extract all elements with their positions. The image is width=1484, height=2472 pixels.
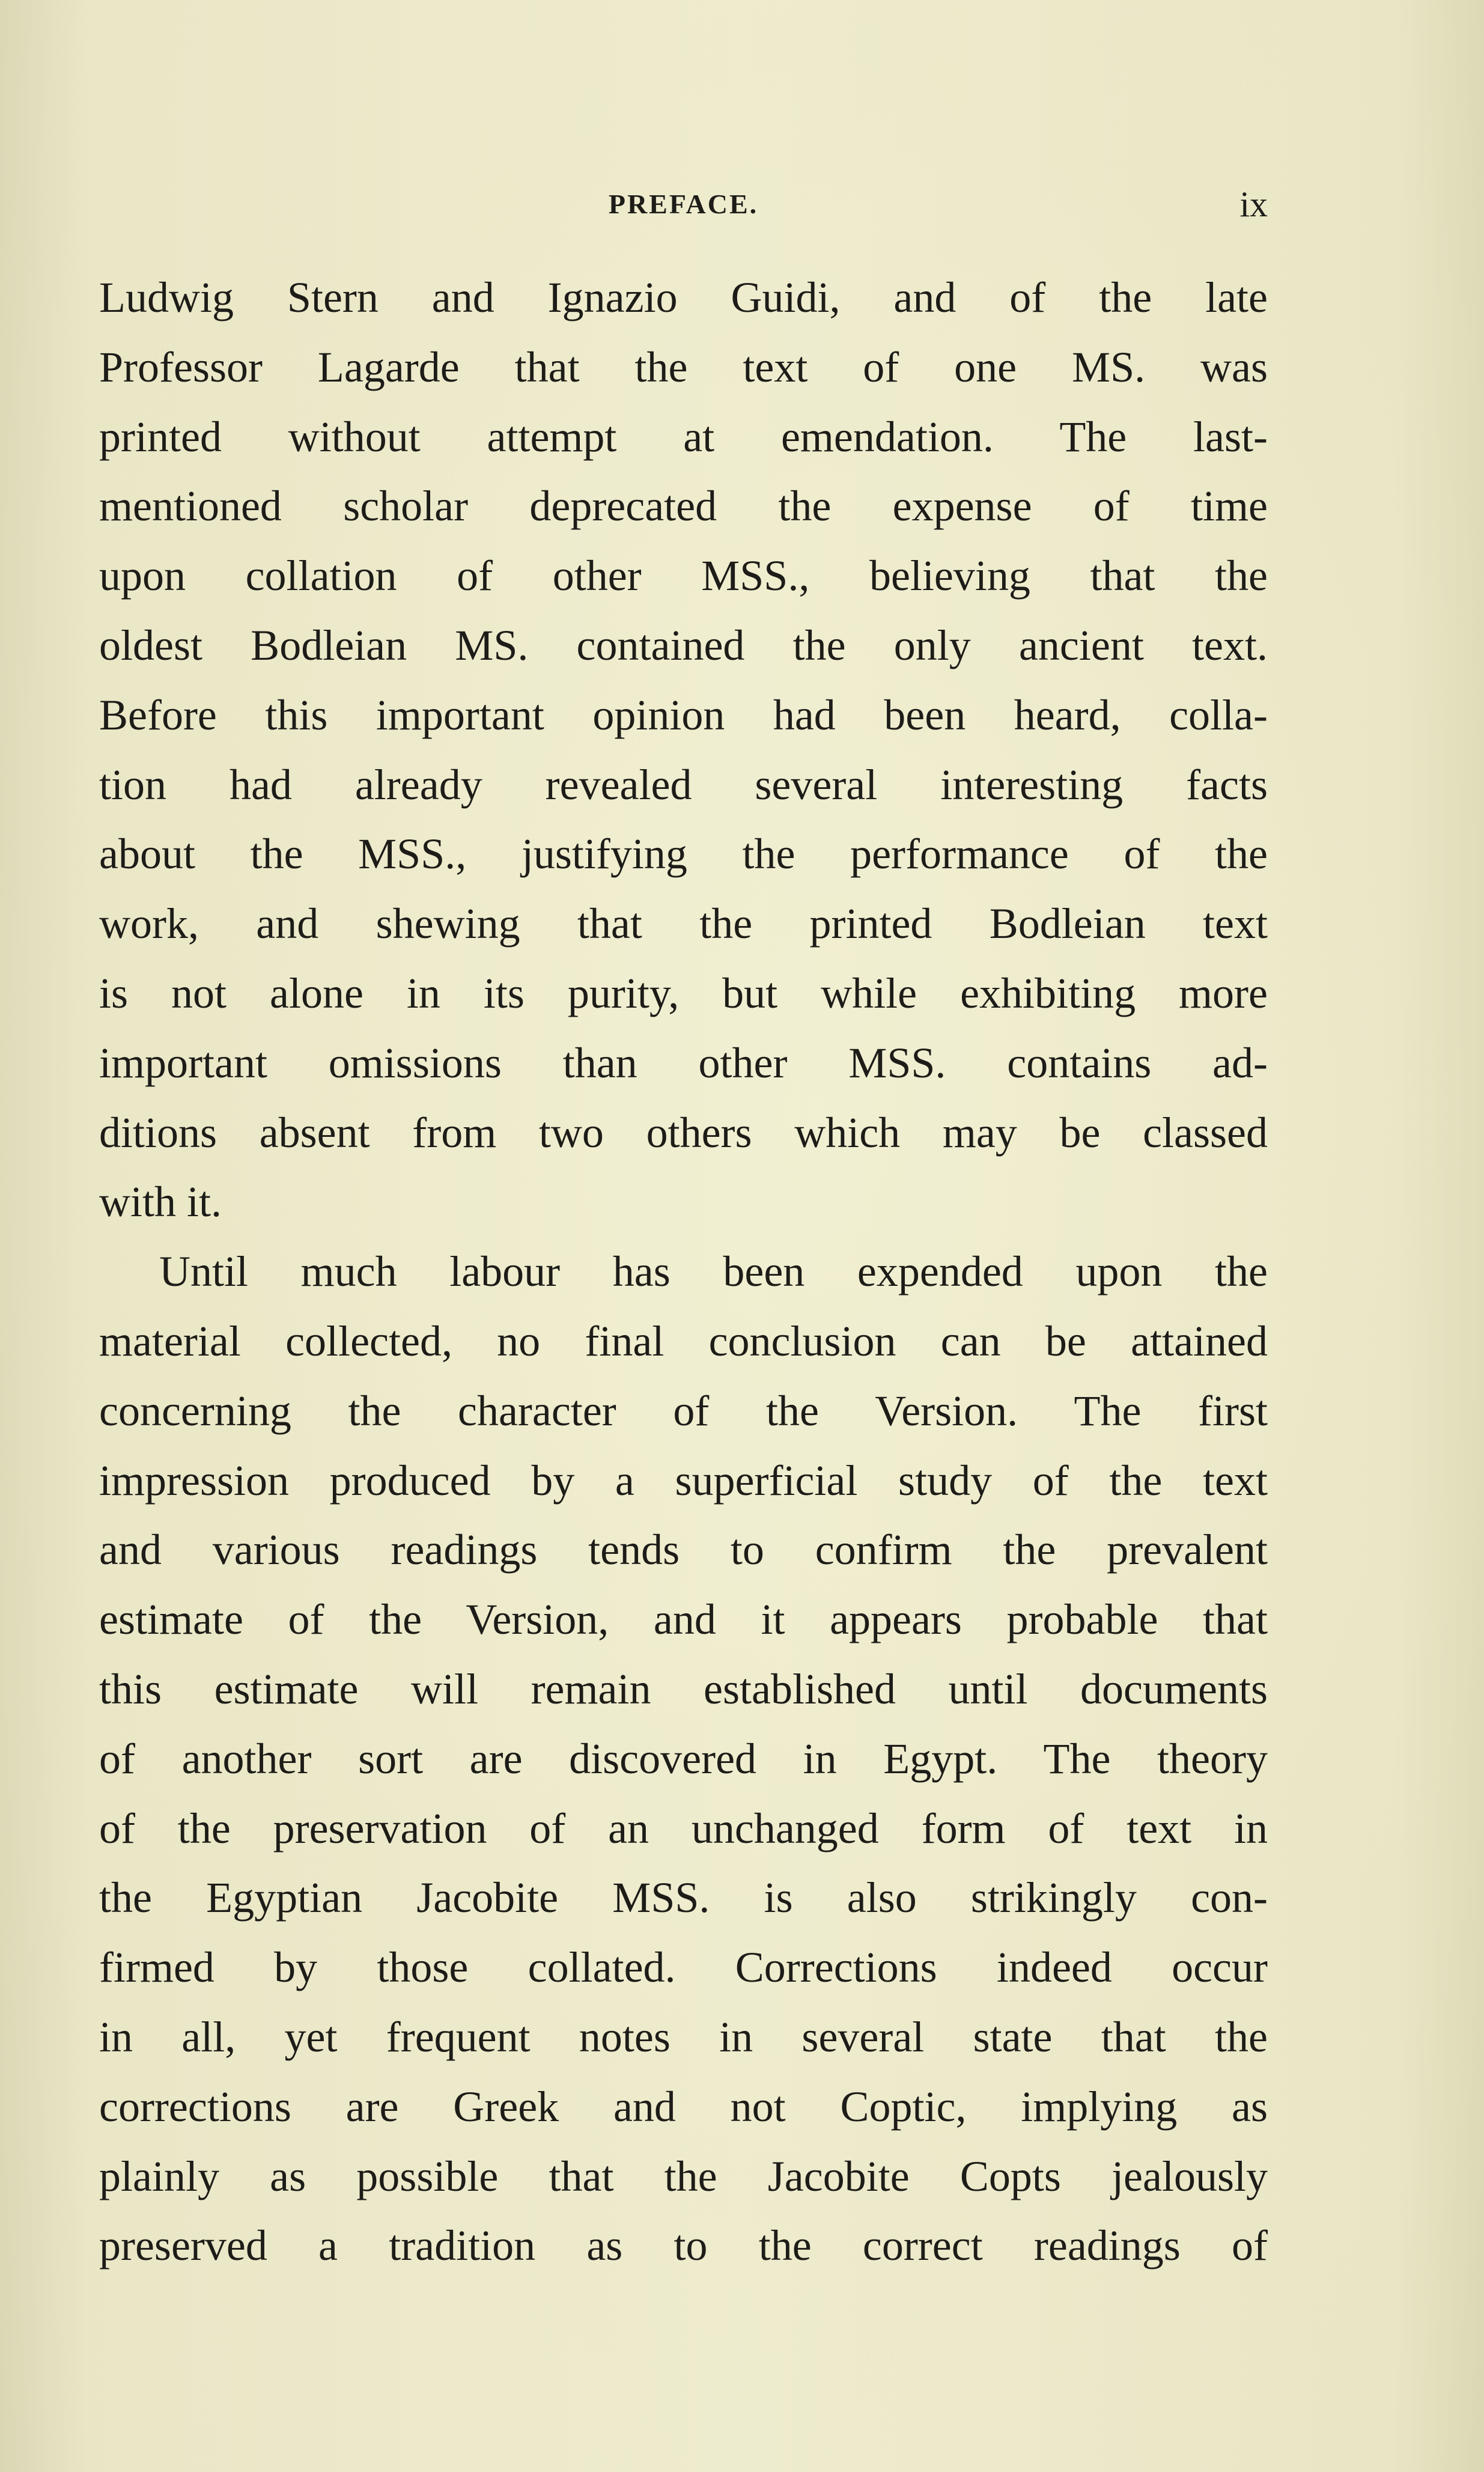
text-line: ditions absent from two others which may be classed [99, 1108, 1268, 1157]
text-line: concerning the character of the Version. The first [99, 1386, 1268, 1435]
text-line: tion had already revealed several interesting facts [99, 760, 1268, 809]
text-line: this estimate will remain established until documents [99, 1664, 1268, 1713]
running-head [99, 180, 1268, 228]
text-line: with it. [99, 1178, 222, 1226]
text-line: the Egyptian Jacobite MSS. is also strikingly con- [99, 1874, 1268, 1922]
text-line: preserved a tradition as to the correct readings of [99, 2221, 1268, 2270]
text-line: material collected, no final conclusion can be attained [99, 1317, 1268, 1365]
text-line: estimate of the Version, and it appears probable that [99, 1595, 1268, 1644]
text-line: oldest Bodleian MS. contained the only ancient text. [99, 621, 1268, 669]
text-line: in all, yet frequent notes in several state that the [99, 2012, 1268, 2061]
text-line: corrections are Greek and not Coptic, implying as [99, 2082, 1268, 2131]
text-line: work, and shewing that the printed Bodleian text [99, 900, 1268, 948]
page-number: ix [1239, 184, 1268, 224]
text-line: of another sort are discovered in Egypt. The theory [99, 1734, 1268, 1783]
text-line: and various readings tends to confirm the prevalent [99, 1526, 1268, 1574]
text-line: firmed by those collated. Corrections indeed occur [99, 1943, 1268, 1992]
text-line: Before this important opinion had been heard, colla- [99, 690, 1268, 739]
text-line: Ludwig Stern and Ignazio Guidi, and of the late [99, 273, 1268, 321]
text-line: impression produced by a superficial study of the text [99, 1456, 1268, 1505]
text-line: is not alone in its purity, but while exhibiting more [99, 969, 1268, 1017]
running-title: PREFACE. [608, 189, 759, 219]
text-line: upon collation of other MSS., believing that the [99, 552, 1268, 600]
text-line: mentioned scholar deprecated the expense of time [99, 482, 1268, 531]
text-line: about the MSS., justifying the performance of the [99, 830, 1268, 878]
text-line: plainly as possible that the Jacobite Copts jealously [99, 2152, 1268, 2200]
text-line: printed without attempt at emendation. The last- [99, 412, 1268, 461]
text-line: important omissions than other MSS. contains ad- [99, 1038, 1268, 1087]
text-line: of the preservation of an unchanged form of text in [99, 1804, 1268, 1852]
text-line: Professor Lagarde that the text of one MS. was [99, 342, 1268, 391]
text-line: Until much labour has been expended upon the [159, 1247, 1268, 1296]
body-text [99, 263, 1268, 2281]
